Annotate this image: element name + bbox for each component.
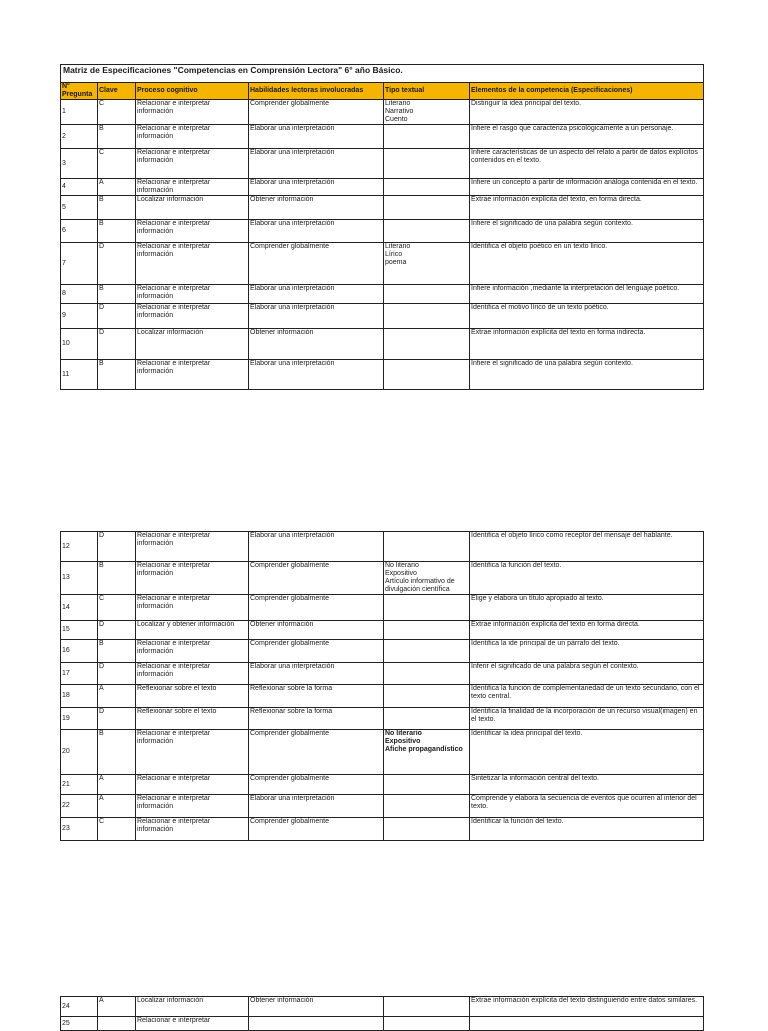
table-row bbox=[61, 285, 704, 304]
cell-numero: 12 bbox=[61, 532, 98, 562]
cell-proceso: Relacionar e interpretar información bbox=[136, 562, 249, 595]
cell-numero: 25 bbox=[61, 1017, 98, 1031]
cell-numero: 10 bbox=[61, 329, 98, 360]
cell-numero: 2 bbox=[61, 125, 98, 149]
cell-tipo bbox=[384, 775, 470, 795]
cell-elemento: Extrae información explícita del texto en forma directa. bbox=[470, 621, 704, 640]
tipo-line: Literario bbox=[385, 243, 411, 250]
cell-numero: 21 bbox=[61, 775, 98, 795]
table-row bbox=[61, 179, 704, 196]
table-title: Matriz de Especificaciones "Competencias en Comprensión Lectora" 6° año Básico. bbox=[61, 65, 704, 83]
cell-clave: C bbox=[98, 595, 136, 621]
cell-numero: 8 bbox=[61, 285, 98, 304]
cell-habilidad: Elaborar una interpretación bbox=[249, 220, 384, 243]
cell-clave: D bbox=[98, 708, 136, 730]
cell-proceso: Localizar y obtener información bbox=[136, 621, 249, 640]
cell-clave: D bbox=[98, 304, 136, 329]
cell-tipo bbox=[384, 243, 470, 285]
cell-elemento: Identifica el objeto lírico como receptor del mensaje del hablante. bbox=[470, 532, 704, 562]
tipo-line: Afiche propagandístico bbox=[385, 746, 463, 753]
cell-proceso: Relacionar e interpretar información bbox=[136, 730, 249, 775]
cell-proceso: Relacionar e interpretar información bbox=[136, 532, 249, 562]
cell-habilidad: Comprender globalmente bbox=[249, 595, 384, 621]
cell-habilidad: Comprender globalmente bbox=[249, 562, 384, 595]
cell-numero: 7 bbox=[61, 243, 98, 285]
cell-habilidad: Comprender globalmente bbox=[249, 640, 384, 663]
cell-habilidad: Comprender globalmente bbox=[249, 730, 384, 775]
table-row bbox=[61, 329, 704, 360]
cell-proceso: Reflexionar sobre el texto bbox=[136, 685, 249, 708]
cell-tipo bbox=[384, 532, 470, 562]
cell-habilidad: Obtener información bbox=[249, 997, 384, 1017]
cell-clave: D bbox=[98, 663, 136, 685]
table-row bbox=[61, 304, 704, 329]
cell-proceso: Localizar información bbox=[136, 196, 249, 220]
cell-proceso: Relacionar e interpretar información bbox=[136, 125, 249, 149]
cell-clave: D bbox=[98, 243, 136, 285]
cell-proceso: Relacionar e interpretar información bbox=[136, 640, 249, 663]
cell-proceso: Relacionar e interpretar información bbox=[136, 285, 249, 304]
cell-clave: B bbox=[98, 285, 136, 304]
tipo-line: No literario bbox=[385, 730, 422, 737]
table-row bbox=[61, 220, 704, 243]
spec-table bbox=[60, 64, 704, 390]
cell-habilidad: Elaborar una interpretación bbox=[249, 360, 384, 390]
cell-tipo bbox=[384, 621, 470, 640]
cell-proceso: Relacionar e interpretar información bbox=[136, 149, 249, 179]
cell-clave: A bbox=[98, 795, 136, 818]
table-row bbox=[61, 730, 704, 775]
table-row bbox=[61, 795, 704, 818]
table-row bbox=[61, 640, 704, 663]
cell-tipo bbox=[384, 708, 470, 730]
cell-elemento: Infiere información ,mediante la interpretación del lenguaje poético. bbox=[470, 285, 704, 304]
spec-table-block-3 bbox=[60, 996, 703, 1031]
cell-tipo bbox=[384, 795, 470, 818]
cell-proceso: Relacionar e interpretar bbox=[136, 775, 249, 795]
spec-table-block-2 bbox=[60, 531, 703, 841]
table-row bbox=[61, 149, 704, 179]
table-row bbox=[61, 532, 704, 562]
cell-tipo bbox=[384, 220, 470, 243]
cell-numero: 19 bbox=[61, 708, 98, 730]
cell-proceso: Relacionar e interpretar información bbox=[136, 795, 249, 818]
table-row bbox=[61, 360, 704, 390]
cell-tipo bbox=[384, 640, 470, 663]
cell-numero: 17 bbox=[61, 663, 98, 685]
cell-clave: B bbox=[98, 562, 136, 595]
cell-clave: C bbox=[98, 100, 136, 125]
cell-elemento: Distinguir la idea principal del texto. bbox=[470, 100, 704, 125]
cell-elemento: Extrae información explícita del texto distinguiendo entre datos similares. bbox=[470, 997, 704, 1017]
cell-proceso: Relacionar e interpretar información bbox=[136, 304, 249, 329]
cell-proceso: Localizar información bbox=[136, 329, 249, 360]
cell-elemento: Identifica la ide principal de un párrafo del texto. bbox=[470, 640, 704, 663]
cell-tipo bbox=[384, 196, 470, 220]
cell-habilidad: Elaborar una interpretación bbox=[249, 795, 384, 818]
cell-proceso: Relacionar e interpretar información bbox=[136, 179, 249, 196]
cell-numero: 6 bbox=[61, 220, 98, 243]
cell-clave: A bbox=[98, 775, 136, 795]
cell-clave: A bbox=[98, 685, 136, 708]
header-clave: Clave bbox=[98, 83, 136, 100]
tipo-line: Lírico bbox=[385, 251, 403, 258]
tipo-line: Expositivo bbox=[385, 570, 417, 577]
spec-table bbox=[60, 996, 704, 1031]
cell-tipo bbox=[384, 730, 470, 775]
cell-elemento: Identificar la función del texto. bbox=[470, 818, 704, 841]
cell-clave: A bbox=[98, 997, 136, 1017]
cell-numero: 20 bbox=[61, 730, 98, 775]
cell-elemento: Elige y elabora un título apropiado al texto. bbox=[470, 595, 704, 621]
tipo-line: No literario bbox=[385, 562, 419, 569]
cell-numero: 16 bbox=[61, 640, 98, 663]
table-row bbox=[61, 708, 704, 730]
table-row bbox=[61, 818, 704, 841]
table-row bbox=[61, 595, 704, 621]
cell-clave: D bbox=[98, 532, 136, 562]
cell-clave: B bbox=[98, 730, 136, 775]
cell-habilidad: Reflexionar sobre la forma bbox=[249, 708, 384, 730]
cell-tipo bbox=[384, 562, 470, 595]
cell-clave: C bbox=[98, 818, 136, 841]
cell-elemento: Inferir el significado de una palabra según el contexto. bbox=[470, 663, 704, 685]
cell-numero: 23 bbox=[61, 818, 98, 841]
cell-proceso: Relacionar e interpretar información bbox=[136, 100, 249, 125]
cell-numero: 3 bbox=[61, 149, 98, 179]
cell-proceso: Relacionar e interpretar información bbox=[136, 220, 249, 243]
table-body-3 bbox=[61, 997, 704, 1031]
table-row bbox=[61, 663, 704, 685]
table-row bbox=[61, 562, 704, 595]
cell-numero: 5 bbox=[61, 196, 98, 220]
cell-habilidad: Elaborar una interpretación bbox=[249, 663, 384, 685]
table-row bbox=[61, 243, 704, 285]
header-tipo: Tipo textual bbox=[384, 83, 470, 100]
header-elementos: Elementos de la competencia (Especificaciones) bbox=[470, 83, 704, 100]
tipo-line: Expositivo bbox=[385, 738, 421, 745]
cell-numero: 13 bbox=[61, 562, 98, 595]
table-row bbox=[61, 621, 704, 640]
cell-habilidad: Obtener información bbox=[249, 329, 384, 360]
cell-proceso: Relacionar e interpretar información bbox=[136, 243, 249, 285]
cell-habilidad: Comprender globalmente bbox=[249, 775, 384, 795]
cell-habilidad: Comprender globalmente bbox=[249, 100, 384, 125]
cell-elemento: Identifica el motivo lírico de un texto poético. bbox=[470, 304, 704, 329]
cell-proceso: Relacionar e interpretar información bbox=[136, 663, 249, 685]
cell-numero: 1 bbox=[61, 100, 98, 125]
cell-numero: 24 bbox=[61, 997, 98, 1017]
cell-tipo bbox=[384, 179, 470, 196]
cell-habilidad: Reflexionar sobre la forma bbox=[249, 685, 384, 708]
tipo-line: Artículo informativo de divulgación científica bbox=[385, 578, 455, 593]
cell-habilidad: Elaborar una interpretación bbox=[249, 125, 384, 149]
header-habilidades: Habilidades lectoras involucradas bbox=[249, 83, 384, 100]
cell-elemento: Identifica el objeto poético en un texto lírico. bbox=[470, 243, 704, 285]
cell-proceso: Relacionar e interpretar información bbox=[136, 818, 249, 841]
cell-habilidad: Elaborar una interpretación bbox=[249, 532, 384, 562]
cell-tipo bbox=[384, 304, 470, 329]
cell-tipo bbox=[384, 663, 470, 685]
spec-table bbox=[60, 531, 704, 841]
cell-habilidad: Comprender globalmente bbox=[249, 243, 384, 285]
cell-elemento: Extrae información explícita del texto en forma indirecta. bbox=[470, 329, 704, 360]
cell-proceso: Localizar información bbox=[136, 997, 249, 1017]
header-proceso: Proceso cognitivo bbox=[136, 83, 249, 100]
cell-numero: 9 bbox=[61, 304, 98, 329]
cell-habilidad: Elaborar una interpretación bbox=[249, 285, 384, 304]
cell-tipo bbox=[384, 100, 470, 125]
cell-elemento: Identificar la idea principal del texto. bbox=[470, 730, 704, 775]
cell-tipo bbox=[384, 595, 470, 621]
cell-clave: D bbox=[98, 329, 136, 360]
cell-proceso: Relacionar e interpretar bbox=[136, 1017, 249, 1031]
cell-proceso: Relacionar e interpretar información bbox=[136, 360, 249, 390]
cell-elemento: Infiere el significado de una palabra según contexto. bbox=[470, 220, 704, 243]
table-row bbox=[61, 775, 704, 795]
cell-elemento: Infiere el significado de una palabra según contexto. bbox=[470, 360, 704, 390]
table-body-2 bbox=[61, 532, 704, 841]
cell-tipo bbox=[384, 997, 470, 1017]
cell-tipo bbox=[384, 360, 470, 390]
cell-tipo bbox=[384, 125, 470, 149]
cell-numero: 22 bbox=[61, 795, 98, 818]
table-row bbox=[61, 196, 704, 220]
tipo-line: poema bbox=[385, 259, 407, 266]
cell-clave: B bbox=[98, 640, 136, 663]
cell-proceso: Relacionar e interpretar información bbox=[136, 595, 249, 621]
cell-numero: 4 bbox=[61, 179, 98, 196]
cell-elemento: Identifica la función de complementariedad de un texto secundario, con el texto central. bbox=[470, 685, 704, 708]
cell-elemento: Sintetizar la información central del texto. bbox=[470, 775, 704, 795]
cell-tipo bbox=[384, 285, 470, 304]
cell-numero: 18 bbox=[61, 685, 98, 708]
cell-tipo bbox=[384, 685, 470, 708]
cell-clave: B bbox=[98, 360, 136, 390]
cell-clave: B bbox=[98, 220, 136, 243]
tipo-line: Literario bbox=[385, 100, 411, 107]
cell-clave: B bbox=[98, 196, 136, 220]
cell-elemento: Extrae información explícita del texto, en forma directa. bbox=[470, 196, 704, 220]
table-row bbox=[61, 125, 704, 149]
cell-habilidad: Comprender globalmente bbox=[249, 818, 384, 841]
tipo-line: Cuento bbox=[385, 116, 408, 123]
cell-elemento: Identifica la finalidad de la incorporación de un recurso visual(imagen) en el texto. bbox=[470, 708, 704, 730]
header-numero: N° Pregunta bbox=[61, 83, 98, 100]
cell-habilidad: Obtener información bbox=[249, 196, 384, 220]
cell-clave: B bbox=[98, 125, 136, 149]
cell-proceso: Reflexionar sobre el texto bbox=[136, 708, 249, 730]
table-row bbox=[61, 100, 704, 125]
table-row bbox=[61, 997, 704, 1017]
cell-habilidad: Elaborar una interpretación bbox=[249, 149, 384, 179]
table-row bbox=[61, 685, 704, 708]
cell-habilidad: Elaborar una interpretación bbox=[249, 179, 384, 196]
cell-tipo bbox=[384, 149, 470, 179]
cell-tipo bbox=[384, 329, 470, 360]
spec-table-block-1 bbox=[60, 64, 703, 390]
cell-clave: D bbox=[98, 621, 136, 640]
cell-clave: A bbox=[98, 179, 136, 196]
cell-numero: 14 bbox=[61, 595, 98, 621]
cell-habilidad: Elaborar una interpretación bbox=[249, 304, 384, 329]
cell-tipo bbox=[384, 818, 470, 841]
cell-elemento: Identifica la función del texto. bbox=[470, 562, 704, 595]
cell-elemento: Infiere características de un aspecto del relato a partir de datos explícitos contenidos en el texto. bbox=[470, 149, 704, 179]
table-body-1 bbox=[61, 100, 704, 390]
cell-clave: C bbox=[98, 149, 136, 179]
cell-elemento: Infiere un concepto a partir de información análoga contenida en el texto. bbox=[470, 179, 704, 196]
tipo-line: Narrativo bbox=[385, 108, 414, 115]
cell-elemento: Infiere el rasgo que caracteriza psicológicamente a un personaje. bbox=[470, 125, 704, 149]
cell-numero: 15 bbox=[61, 621, 98, 640]
cell-habilidad: Obtener información bbox=[249, 621, 384, 640]
cell-numero: 11 bbox=[61, 360, 98, 390]
cell-elemento: Comprende y elabora la secuencia de eventos que ocurren al interior del texto. bbox=[470, 795, 704, 818]
